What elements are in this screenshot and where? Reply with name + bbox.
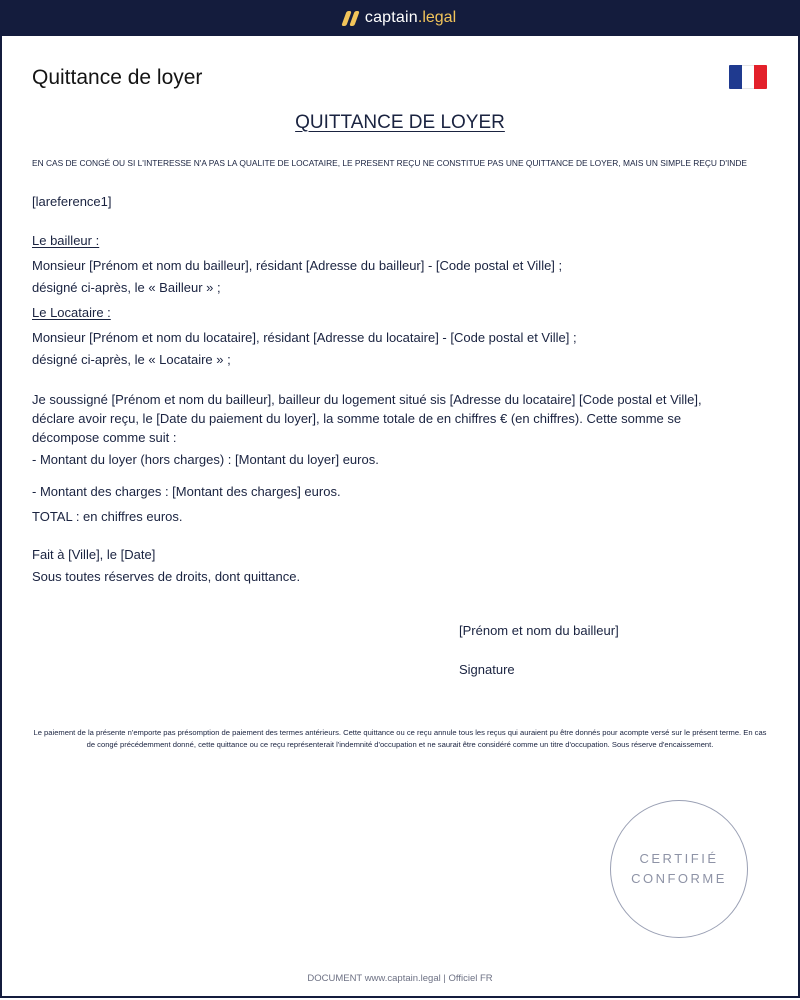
declaration-paragraph: Je soussigné [Prénom et nom du bailleur], bailleur du logement situé sis [Adresse du locataire] [Code postal et Ville], déclare avoir reçu, le [Date du paiement du loyer], la somme totale de en chiffres € (en chiffres). Cette somme se décompose comme suit : [32,392,702,445]
reserve-statement: Sous toutes réserves de droits, dont quittance. [32,569,301,584]
total-line: TOTAL : en chiffres euros. [32,509,183,524]
signature-label: Signature [459,662,515,677]
place-and-date: Fait à [Ville], le [Date] [32,547,156,562]
document-title: Quittance de loyer [32,66,203,89]
receipt-heading: QUITTANCE DE LOYER [295,112,505,133]
tenant-label: Le Locataire : [32,305,111,320]
reference-field: [lareference1] [32,194,112,209]
landlord-details: Monsieur [Prénom et nom du bailleur], résidant [Adresse du bailleur] - [Code postal et Ville] ; [32,258,563,273]
charges-amount-line: - Montant des charges : [Montant des charges] euros. [32,484,341,499]
brand-tld: .legal [417,9,457,26]
captain-legal-logo[interactable] [344,9,456,27]
page-footer: DOCUMENT www.captain.legal | Officiel FR [307,973,493,984]
seal-line-2: CONFORME [631,871,727,886]
top-brand-bar [0,0,800,36]
brand-name: captain [364,9,418,26]
legal-notice: EN CAS DE CONGÉ OU SI L'INTERESSE N'A PAS LA QUALITE DE LOCATAIRE, LE PRESENT REÇU NE CONSTITUE PAS UNE QUITTANCE DE LOYER, MAIS UN SIMPLE REÇU D'INDE [32,158,747,168]
landlord-designation: désigné ci-après, le « Bailleur » ; [32,280,221,295]
seal-line-1: CERTIFIÉ [639,851,719,866]
landlord-label: Le bailleur : [32,233,100,248]
logo-mark-icon [341,11,359,26]
tenant-details: Monsieur [Prénom et nom du locataire], résidant [Adresse du locataire] - [Code postal et Ville] ; [32,330,577,345]
signer-name: [Prénom et nom du bailleur] [459,623,619,638]
france-flag-icon [729,65,767,89]
small-print-disclaimer: Le paiement de la présente n'emporte pas présomption de paiement des termes antérieurs. Cette quittance ou ce reçu annule tous les reçus qui auraient pu être donnés pour acompte versé sur le présent terme. En cas de congé précédemment donné, cette quittance ou ce reçu représenterait l'indemnité d'occupation et ne saurait être considéré comme un titre d'occupation. Sous réserve d'encaissement. [33,728,767,749]
rent-amount-line: - Montant du loyer (hors charges) : [Montant du loyer] euros. [32,452,379,467]
tenant-designation: désigné ci-après, le « Locataire » ; [32,352,231,367]
certified-seal [610,800,748,938]
